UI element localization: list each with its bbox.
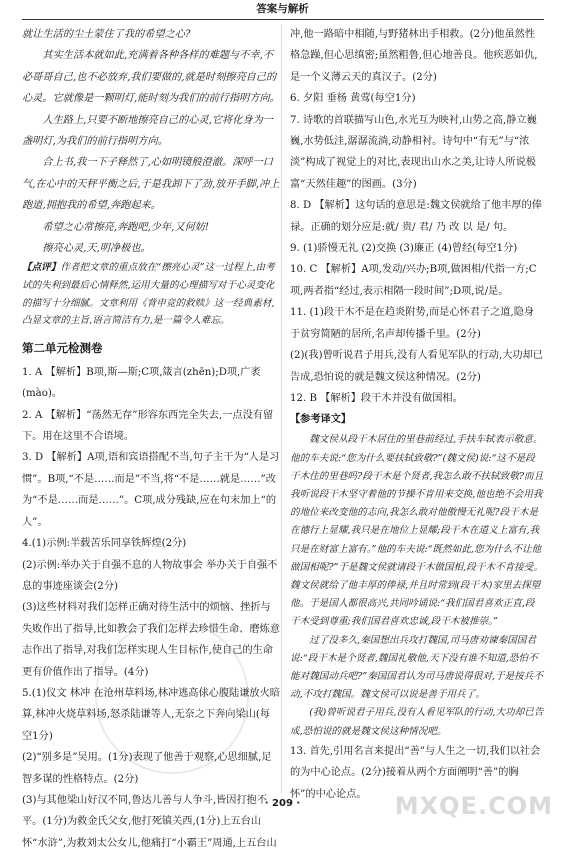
answer-item: 11. (1)段干木不是在趋炎附势,而是心怀君子之道,隐身于贫穷简陋的居所,名声却传播千里。(2分) bbox=[290, 307, 535, 340]
answer-item: 8. D 【解析】这句话的意思是:魏文侯就给了他丰厚的俸禄。正确的划分应是:就/ 贵/ 君/ 乃 改 以 是/ 句。 bbox=[290, 200, 542, 233]
answer-item: 7. 诗歌的首联描写山色,水光互为映衬,山势之高,静立巍巍,水势低洼,潺潺流淌,动静相衬。诗句中“有无”与“浓淡”构成了视觉上的对比,表现出山水之美,让诗人所说极富“天然佳趣”的图画。(3分) bbox=[290, 114, 537, 190]
watermark-logo: MXQE.COM bbox=[394, 792, 553, 820]
answer-item: (3)这些材料对我们怎样正确对待生活中的烦恼、挫折与失败作出了指导,比如教会了我们怎样去珍惜生命、磨炼意志作出了指导,对我们怎样实现人生目标作,使自己的生命更有价值作出了指导。(4分) bbox=[22, 602, 280, 678]
comment-text: 作者把文章的重点放在“擦亮心灵”这一过程上,由考试的失利到最后心情释然,运用大量的心理描写对于心灵变化的描写十分细腻。文章利用《背申竞的救赎》这一经典素材,凸显文章的主旨,语言简洁有力,是一篇令人难忘。 bbox=[22, 262, 275, 327]
answer-item: 12. B 【解析】段干木并没有做国相。 bbox=[290, 392, 463, 404]
answer-item: 13. 首先,引用名言来提出“善”与人生之一切,我们以社会的为中心论点。(2分)接着从两个方面阐明“善”的胸怀”的中心论点。 bbox=[290, 745, 541, 800]
essay-paragraph: 人生路上,只要不断地擦亮自己的心灵,它将化身为一盏明灯,为我们的前行指明方向。 bbox=[22, 114, 273, 148]
answer-item: 3. D 【解析】A项,语和宾语搭配不当,句子主干为“人是习惯”。B项,“不是……而是”不当,将“不是……就是……”改为“不是……而是……”。C项,成分残缺,应在句末加上“的人”。 bbox=[22, 452, 280, 528]
right-column bbox=[290, 24, 544, 805]
left-column bbox=[22, 24, 280, 854]
answer-item: (3)与其他梁山好汉不同,鲁达儿善与人争斗,皆因打抱不平。(1分)为救金氏父女,他打死镇关西,(1分)上五台山怀“水浒”,为救刘太公女儿,他痛打“小霸王”周通,上五台山 bbox=[22, 794, 277, 849]
column-divider bbox=[281, 24, 282, 794]
answer-item: 9. (1)骄慢无礼 (2)交换 (3)廉正 (4)曾经(每空1分) bbox=[290, 243, 518, 255]
essay-paragraph: 其实生活本就如此,充满着各种各样的难题与不幸,不必哥哥自己,也不必放弃,我们要做的,就是时刻擦亮自己的心灵。它就像是一颗明灯,能时刻为我们的前行指明方向。 bbox=[22, 50, 280, 105]
section-title: 第二单元检测卷 bbox=[22, 340, 103, 355]
page-header: 答案与解析 bbox=[256, 3, 309, 15]
answer-item: 5.(1)仪文 林冲 在沧州草料场,林冲逃高俅心腹陆谦放火暗算,林冲火烧草料场,怒杀陆谦等人,无奈之下奔向梁山(每空1分) bbox=[22, 687, 280, 742]
comment-tag: 【点评】 bbox=[22, 262, 61, 274]
answer-item: 2. A 【解析】“荡然无存”形容东西完全失去,一点没有留下。用在这里不合语境。 bbox=[22, 409, 274, 443]
page-number: · 209 · bbox=[264, 798, 301, 809]
translation-paragraph: 魏文侯从段干木居住的里巷前经过,手扶车轼表示敬意。他的车夫说:“您为什么要扶轼致敬?”(魏文侯)说:“这不是段干木住的里巷吗?段干木是个贤者,我怎么敢不扶轼致敬?而且我听说段干木坚守着他的节操不肯用来交换,他也绝不会用我的地位来改变他的志向,我怎么敢对他傲慢无礼呢?段干木是在德行上显耀,我只是在地位上显耀;段干木在道义上富有,我只是在财富上富有。”他的车夫说:“既然如此,您为什么不让他做国相呢?”于是魏文侯就请段干木做国相,段干木不肯接受。魏文侯就给了他丰厚的俸禄,并且时常到(段干木)家里去探望他。于是国人都很高兴,共同吟诵说:“我们国君喜欢正直,段干木受到尊重;我们国君喜欢忠诚,段干木被推崇。” bbox=[290, 434, 544, 628]
essay-line: 希望之心常擦亮,奔跑吧,少年,又何妨! bbox=[42, 221, 210, 233]
reference-title: 【参考译文】 bbox=[290, 414, 352, 426]
essay-line: 就让生活的尘土蒙住了我的希望之心? bbox=[22, 29, 191, 40]
essay-paragraph: 合上书,我一下子释然了,心如明镜般澄澈。深呼一口气,在心中的天秤平衡之后,于是我卸下了劲,放开手脚,冲上跑道,拥抱我的希望,奔跑起来。 bbox=[22, 157, 280, 212]
essay-line: 擦亮心灵,天,明净极也。 bbox=[42, 243, 151, 255]
translation-paragraph: (我)曾听说君子用兵,没有人看见军队的行动,大功却已告成,恐怕说的就是魏文侯这种情况吧。 bbox=[290, 707, 544, 737]
answer-item: (2)(我)曾听说君子用兵,没有人看见军队的行动,大功却已告成,恐怕说的就是魏文侯这种情况。(2分) bbox=[290, 350, 543, 383]
translation-paragraph: 过了没多久,秦国想出兵攻打魏国,司马唐劝谏秦国国君说:“段干木是个贤者,魏国礼敬他,天下没有谁不知道,恐怕不能对魏国动兵吧?”秦国国君认为司马唐说得很对,于是按兵不动,不攻打魏国。魏文侯可以说是善于用兵了。 bbox=[290, 634, 543, 701]
answer-item: 1. A 【解析】B项,斯—斯;C项,箴言(zhēn);D项,广袤(mào)。 bbox=[22, 366, 261, 400]
answer-item: 4.(1)示例:半载苦乐同享铁辉煌(2分) bbox=[22, 538, 187, 550]
answer-item: (2)“别多是”吴用。(1分)表现了他善于观察,心思细腻,足智多谋的性格特点。(2分) bbox=[22, 752, 272, 785]
answer-item: (2)示例:举办关于自强不息的人物故事会 举办关于自强不息的事迹座谈会(2分) bbox=[22, 559, 278, 592]
answer-item: 冲,他一路暗中相随,与野猪林出手相救。(2分)他虽然性格急躁,但心思缜密;虽然粗鲁,但心地善良。他疾恶如仇,是一个义薄云天的真汉子。(2分) bbox=[290, 29, 538, 83]
header-rule bbox=[22, 19, 544, 20]
answer-item: 10. C 【解析】A项,发动/兴办;B项,做困相/代指一方;C项,两者指“经过,表示相隔一段时间”;D项,说/是。 bbox=[290, 264, 537, 297]
comment-block bbox=[22, 259, 280, 329]
answer-item: 6. 夕阳 垂杨 黄莺(每空1分) bbox=[290, 93, 416, 105]
